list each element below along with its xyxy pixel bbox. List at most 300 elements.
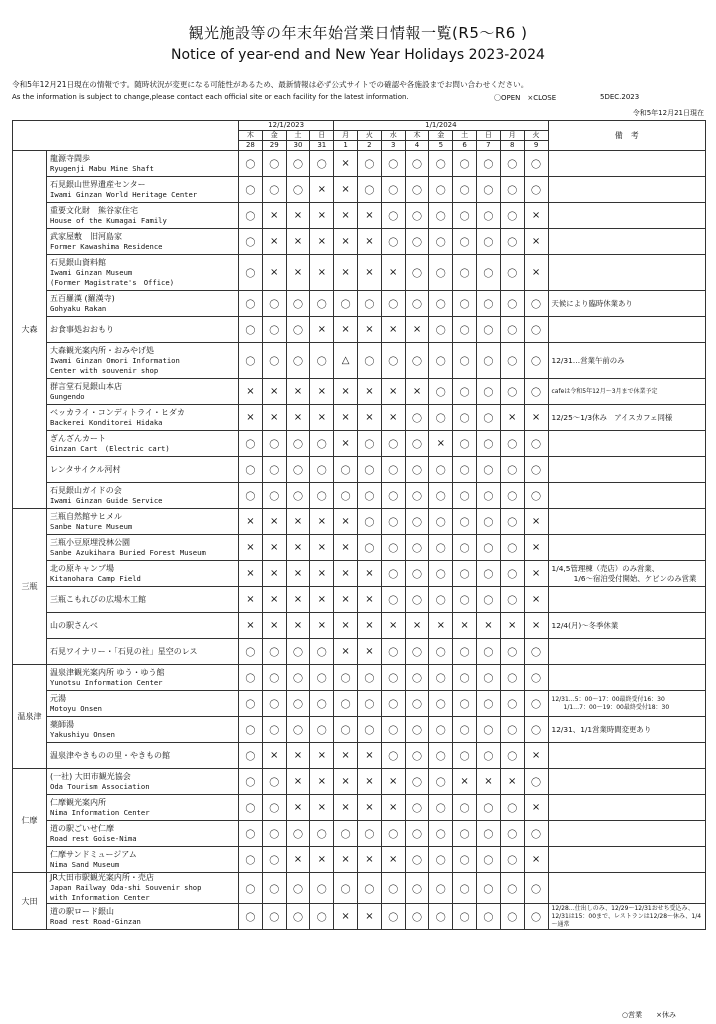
status-cell: 〇 bbox=[500, 743, 524, 769]
facility-name-ja: お食事処おおもり bbox=[50, 324, 114, 334]
status-cell: 〇 bbox=[405, 821, 429, 847]
facility-name-ja: 重要文化財 熊谷家住宅 bbox=[50, 205, 138, 215]
status-cell: 〇 bbox=[262, 639, 286, 665]
status-cell: × bbox=[381, 405, 405, 431]
status-cell: 〇 bbox=[500, 151, 524, 177]
remark-cell bbox=[548, 229, 706, 255]
status-cell: 〇 bbox=[453, 151, 477, 177]
facility-name-en: Nima Information Center bbox=[50, 807, 150, 817]
status-cell: × bbox=[334, 587, 358, 613]
status-cell: 〇 bbox=[453, 457, 477, 483]
facility-name-ja: 石見銀山ガイドの会 bbox=[50, 485, 122, 495]
status-cell: 〇 bbox=[239, 821, 263, 847]
status-cell: × bbox=[286, 535, 310, 561]
status-cell: × bbox=[239, 535, 263, 561]
facility-name-ja: 群言堂石見銀山本店 bbox=[50, 381, 122, 391]
day-cell: 8 bbox=[500, 141, 524, 151]
facility-name-ja: 道の駅ロード銀山 bbox=[50, 906, 114, 916]
status-cell: 〇 bbox=[381, 717, 405, 743]
status-cell: 〇 bbox=[429, 665, 453, 691]
status-cell: 〇 bbox=[453, 639, 477, 665]
facility-row bbox=[13, 151, 706, 177]
status-cell: 〇 bbox=[429, 379, 453, 405]
weekday-cell: 火 bbox=[358, 131, 382, 141]
status-cell: 〇 bbox=[477, 509, 501, 535]
status-cell: × bbox=[262, 255, 286, 291]
status-cell: × bbox=[453, 613, 477, 639]
header-blank bbox=[13, 121, 239, 151]
status-cell: 〇 bbox=[358, 177, 382, 203]
month-2024: 1/1/2024 bbox=[334, 121, 548, 131]
status-cell: 〇 bbox=[524, 177, 548, 203]
facility-name-en: Ryugenji Mabu Mine Shaft bbox=[50, 163, 154, 173]
status-cell: 〇 bbox=[358, 691, 382, 717]
remark-cell bbox=[548, 847, 706, 873]
day-cell: 29 bbox=[262, 141, 286, 151]
status-cell: × bbox=[524, 203, 548, 229]
status-cell: 〇 bbox=[358, 873, 382, 904]
status-cell: 〇 bbox=[239, 431, 263, 457]
status-cell: × bbox=[358, 203, 382, 229]
status-cell: 〇 bbox=[405, 691, 429, 717]
status-cell: 〇 bbox=[453, 229, 477, 255]
status-cell: 〇 bbox=[500, 203, 524, 229]
facility-name-ja: 北の原キャンプ場 bbox=[50, 563, 114, 573]
status-cell: 〇 bbox=[381, 509, 405, 535]
facility-name-cell bbox=[47, 769, 239, 795]
facility-name-cell bbox=[47, 177, 239, 203]
status-cell: 〇 bbox=[477, 483, 501, 509]
remark-cell bbox=[548, 873, 706, 904]
status-cell: 〇 bbox=[381, 203, 405, 229]
facility-row bbox=[13, 431, 706, 457]
status-cell: 〇 bbox=[262, 291, 286, 317]
status-cell: 〇 bbox=[429, 769, 453, 795]
facility-name-cell bbox=[47, 203, 239, 229]
status-cell: 〇 bbox=[453, 379, 477, 405]
area-label: 大田 bbox=[13, 873, 47, 930]
status-cell: × bbox=[429, 431, 453, 457]
facility-name-ja: 武家屋敷 旧河島家 bbox=[50, 231, 122, 241]
facility-name-cell bbox=[47, 639, 239, 665]
status-cell: × bbox=[262, 587, 286, 613]
facility-name-ja: 三瓶小豆原埋没林公園 bbox=[50, 537, 130, 547]
status-cell: 〇 bbox=[477, 639, 501, 665]
status-cell: 〇 bbox=[405, 203, 429, 229]
month-header-row bbox=[13, 121, 706, 131]
status-cell: 〇 bbox=[477, 587, 501, 613]
status-cell: 〇 bbox=[405, 561, 429, 587]
status-cell: 〇 bbox=[429, 535, 453, 561]
remark-cell: 1/4,5管理棟（売店）のみ営業、 1/6～宿泊受付開始、ケビンのみ営業 bbox=[548, 561, 706, 587]
status-cell: 〇 bbox=[262, 457, 286, 483]
status-cell: 〇 bbox=[334, 483, 358, 509]
status-cell: 〇 bbox=[453, 291, 477, 317]
facility-row bbox=[13, 457, 706, 483]
status-cell: 〇 bbox=[500, 691, 524, 717]
status-cell: × bbox=[262, 613, 286, 639]
status-cell: 〇 bbox=[358, 343, 382, 379]
weekday-cell: 金 bbox=[262, 131, 286, 141]
facility-row bbox=[13, 379, 706, 405]
status-cell: × bbox=[429, 613, 453, 639]
weekday-cell: 土 bbox=[453, 131, 477, 141]
remarks-header: 備 考 bbox=[548, 121, 706, 151]
status-cell: 〇 bbox=[500, 177, 524, 203]
status-cell: 〇 bbox=[334, 665, 358, 691]
status-cell: 〇 bbox=[405, 717, 429, 743]
status-cell: 〇 bbox=[453, 665, 477, 691]
status-cell: 〇 bbox=[310, 821, 334, 847]
status-cell: 〇 bbox=[429, 151, 453, 177]
status-cell: × bbox=[262, 743, 286, 769]
status-cell: × bbox=[500, 405, 524, 431]
status-cell: 〇 bbox=[381, 665, 405, 691]
status-cell: 〇 bbox=[500, 379, 524, 405]
status-cell: × bbox=[334, 847, 358, 873]
status-cell: 〇 bbox=[405, 873, 429, 904]
status-cell: × bbox=[239, 405, 263, 431]
status-cell: 〇 bbox=[453, 717, 477, 743]
status-cell: × bbox=[524, 795, 548, 821]
status-cell: 〇 bbox=[239, 639, 263, 665]
status-cell: 〇 bbox=[239, 904, 263, 930]
status-cell: 〇 bbox=[381, 561, 405, 587]
status-cell: × bbox=[358, 229, 382, 255]
status-cell: × bbox=[524, 587, 548, 613]
status-cell: × bbox=[286, 795, 310, 821]
facility-name-cell bbox=[47, 291, 239, 317]
status-cell: 〇 bbox=[334, 291, 358, 317]
facility-name-cell bbox=[47, 665, 239, 691]
status-cell: 〇 bbox=[310, 291, 334, 317]
status-cell: 〇 bbox=[262, 821, 286, 847]
status-cell: × bbox=[381, 317, 405, 343]
status-cell: 〇 bbox=[453, 743, 477, 769]
facility-name-cell bbox=[47, 743, 239, 769]
status-cell: 〇 bbox=[500, 587, 524, 613]
status-cell: 〇 bbox=[405, 255, 429, 291]
facility-name-en: Iwami Ginzan Guide Service bbox=[50, 495, 163, 505]
facility-row bbox=[13, 291, 706, 317]
status-cell: 〇 bbox=[477, 691, 501, 717]
status-cell: 〇 bbox=[239, 255, 263, 291]
status-cell: 〇 bbox=[262, 717, 286, 743]
status-cell: 〇 bbox=[381, 873, 405, 904]
remark-cell: 12/4(月)～冬季休業 bbox=[548, 613, 706, 639]
facility-name-cell bbox=[47, 151, 239, 177]
status-cell: × bbox=[286, 587, 310, 613]
status-cell: 〇 bbox=[310, 639, 334, 665]
status-cell: × bbox=[286, 405, 310, 431]
status-cell: 〇 bbox=[453, 847, 477, 873]
status-cell: 〇 bbox=[500, 255, 524, 291]
status-cell: 〇 bbox=[429, 717, 453, 743]
page-title-en: Notice of year-end and New Year Holidays 2023-2024 bbox=[171, 47, 545, 63]
status-cell: 〇 bbox=[262, 177, 286, 203]
day-cell: 28 bbox=[239, 141, 263, 151]
status-cell: 〇 bbox=[429, 255, 453, 291]
status-cell: 〇 bbox=[405, 665, 429, 691]
status-cell: × bbox=[405, 613, 429, 639]
facility-name-ja: 三瓶自然館サヒメル bbox=[50, 511, 122, 521]
status-cell: × bbox=[310, 177, 334, 203]
facility-row bbox=[13, 613, 706, 639]
facility-name-cell bbox=[47, 873, 239, 904]
status-cell: 〇 bbox=[453, 317, 477, 343]
status-cell: 〇 bbox=[500, 317, 524, 343]
status-cell: 〇 bbox=[381, 483, 405, 509]
facility-name-en-2: Center with souvenir shop bbox=[50, 365, 159, 375]
status-cell: 〇 bbox=[429, 873, 453, 904]
status-cell: × bbox=[310, 509, 334, 535]
facility-name-cell bbox=[47, 535, 239, 561]
status-cell: 〇 bbox=[381, 457, 405, 483]
status-cell: 〇 bbox=[286, 639, 310, 665]
status-cell: 〇 bbox=[381, 743, 405, 769]
status-cell: × bbox=[381, 847, 405, 873]
status-cell: 〇 bbox=[405, 535, 429, 561]
status-cell: × bbox=[358, 561, 382, 587]
status-cell: × bbox=[334, 795, 358, 821]
status-cell: 〇 bbox=[239, 769, 263, 795]
facility-name-cell bbox=[47, 255, 239, 291]
status-cell: 〇 bbox=[334, 873, 358, 904]
facility-name-en: Kitanohara Camp Field bbox=[50, 573, 141, 583]
facility-name-cell bbox=[47, 821, 239, 847]
status-cell: × bbox=[310, 613, 334, 639]
remark-cell bbox=[548, 317, 706, 343]
status-cell: 〇 bbox=[310, 151, 334, 177]
status-cell: 〇 bbox=[262, 691, 286, 717]
status-cell: 〇 bbox=[429, 587, 453, 613]
facility-row bbox=[13, 795, 706, 821]
status-cell: × bbox=[477, 769, 501, 795]
facility-row bbox=[13, 639, 706, 665]
status-cell: 〇 bbox=[262, 317, 286, 343]
facility-row bbox=[13, 483, 706, 509]
page-title-ja: 観光施設等の年末年始営業日情報一覧(R5～R6 ) bbox=[188, 24, 528, 42]
status-cell: × bbox=[524, 229, 548, 255]
status-cell: × bbox=[381, 255, 405, 291]
status-cell: 〇 bbox=[286, 691, 310, 717]
facility-row bbox=[13, 847, 706, 873]
status-cell: 〇 bbox=[262, 483, 286, 509]
status-cell: 〇 bbox=[239, 873, 263, 904]
status-cell: 〇 bbox=[477, 904, 501, 930]
facility-row bbox=[13, 255, 706, 291]
facility-row bbox=[13, 405, 706, 431]
status-cell: 〇 bbox=[429, 821, 453, 847]
status-cell: 〇 bbox=[239, 343, 263, 379]
status-cell: × bbox=[358, 847, 382, 873]
facility-row bbox=[13, 665, 706, 691]
facility-row bbox=[13, 343, 706, 379]
remark-cell bbox=[548, 483, 706, 509]
status-cell: × bbox=[358, 613, 382, 639]
status-cell: × bbox=[310, 317, 334, 343]
status-cell: × bbox=[310, 255, 334, 291]
facility-name-ja: JR大田市駅観光案内所・売店 bbox=[50, 873, 154, 882]
facility-row bbox=[13, 904, 706, 930]
status-cell: 〇 bbox=[453, 343, 477, 379]
facility-row bbox=[13, 317, 706, 343]
status-cell: × bbox=[239, 587, 263, 613]
status-cell: 〇 bbox=[500, 639, 524, 665]
facility-name-cell bbox=[47, 847, 239, 873]
facility-name-ja: 五百羅漢 (羅漢寺) bbox=[50, 293, 115, 303]
status-cell: × bbox=[334, 509, 358, 535]
facility-name-en: Ginzan Cart (Electric cart) bbox=[50, 443, 170, 453]
status-cell: 〇 bbox=[477, 457, 501, 483]
status-cell: 〇 bbox=[358, 151, 382, 177]
status-cell: 〇 bbox=[429, 203, 453, 229]
facility-name-cell bbox=[47, 343, 239, 379]
remark-cell bbox=[548, 769, 706, 795]
status-cell: 〇 bbox=[405, 151, 429, 177]
status-cell: 〇 bbox=[310, 343, 334, 379]
status-cell: 〇 bbox=[286, 483, 310, 509]
status-cell: 〇 bbox=[358, 483, 382, 509]
status-cell: × bbox=[381, 613, 405, 639]
status-cell: 〇 bbox=[286, 873, 310, 904]
status-cell: 〇 bbox=[310, 904, 334, 930]
status-cell: 〇 bbox=[429, 904, 453, 930]
remark-cell: 12/31…営業午前のみ bbox=[548, 343, 706, 379]
status-cell: 〇 bbox=[286, 317, 310, 343]
status-cell: 〇 bbox=[358, 291, 382, 317]
facility-name-ja: 仁摩観光案内所 bbox=[50, 797, 106, 807]
facility-row bbox=[13, 821, 706, 847]
day-cell: 7 bbox=[477, 141, 501, 151]
status-cell: 〇 bbox=[429, 405, 453, 431]
facility-name-ja: 龍源寺間歩 bbox=[50, 153, 90, 163]
facility-name-ja: 大森観光案内所・おみやげ処 bbox=[50, 345, 154, 355]
day-cell: 4 bbox=[405, 141, 429, 151]
status-cell: 〇 bbox=[477, 431, 501, 457]
remark-cell bbox=[548, 587, 706, 613]
facility-name-ja: 薬師湯 bbox=[50, 719, 74, 729]
schedule-table bbox=[12, 120, 706, 930]
area-label: 仁摩 bbox=[13, 769, 47, 873]
status-cell: 〇 bbox=[429, 743, 453, 769]
status-cell: 〇 bbox=[381, 291, 405, 317]
status-cell: × bbox=[405, 317, 429, 343]
weekday-cell: 日 bbox=[477, 131, 501, 141]
facility-name-cell bbox=[47, 457, 239, 483]
facility-row bbox=[13, 769, 706, 795]
status-cell: × bbox=[524, 255, 548, 291]
status-cell: 〇 bbox=[453, 561, 477, 587]
status-cell: × bbox=[310, 379, 334, 405]
status-cell: × bbox=[262, 405, 286, 431]
status-cell: 〇 bbox=[286, 291, 310, 317]
status-cell: 〇 bbox=[405, 229, 429, 255]
status-cell: × bbox=[334, 639, 358, 665]
status-cell: 〇 bbox=[381, 431, 405, 457]
remark-cell bbox=[548, 535, 706, 561]
status-cell: × bbox=[262, 203, 286, 229]
status-cell: 〇 bbox=[381, 229, 405, 255]
status-cell: 〇 bbox=[453, 203, 477, 229]
status-cell: 〇 bbox=[358, 665, 382, 691]
status-cell: 〇 bbox=[405, 177, 429, 203]
status-cell: 〇 bbox=[405, 291, 429, 317]
status-cell: 〇 bbox=[500, 509, 524, 535]
status-cell: 〇 bbox=[262, 431, 286, 457]
status-cell: 〇 bbox=[262, 343, 286, 379]
status-cell: 〇 bbox=[405, 904, 429, 930]
weekday-cell: 水 bbox=[381, 131, 405, 141]
facility-name-ja: 石見銀山世界遺産センター bbox=[50, 179, 146, 189]
status-cell: × bbox=[262, 229, 286, 255]
status-cell: 〇 bbox=[381, 343, 405, 379]
status-cell: 〇 bbox=[310, 717, 334, 743]
status-cell: × bbox=[524, 561, 548, 587]
status-cell: 〇 bbox=[500, 821, 524, 847]
status-cell: × bbox=[500, 613, 524, 639]
status-cell: 〇 bbox=[429, 457, 453, 483]
status-cell: 〇 bbox=[524, 873, 548, 904]
remark-cell bbox=[548, 255, 706, 291]
status-cell: × bbox=[334, 203, 358, 229]
facility-name-ja: 山の駅さんべ bbox=[50, 620, 98, 630]
facility-name-cell bbox=[47, 904, 239, 930]
facility-name-ja: 石見銀山資料館 bbox=[50, 257, 106, 267]
facility-name-en: Gohyaku Rakan bbox=[50, 303, 107, 313]
status-cell: × bbox=[381, 379, 405, 405]
status-cell: 〇 bbox=[429, 177, 453, 203]
status-cell: × bbox=[239, 509, 263, 535]
status-cell: 〇 bbox=[405, 769, 429, 795]
facility-name-en: Yakushiyu Onsen bbox=[50, 729, 115, 739]
facility-name-cell bbox=[47, 587, 239, 613]
status-cell: × bbox=[286, 229, 310, 255]
status-cell: 〇 bbox=[477, 177, 501, 203]
open-close-legend: 〇OPEN ×CLOSE bbox=[494, 94, 557, 102]
status-cell: × bbox=[358, 743, 382, 769]
facility-name-ja: 石見ワイナリー・「石見の社」星空のレス bbox=[50, 646, 198, 656]
status-cell: 〇 bbox=[477, 873, 501, 904]
status-cell: 〇 bbox=[405, 587, 429, 613]
status-cell: × bbox=[286, 613, 310, 639]
facility-name-en: Iwami Ginzan Museum bbox=[50, 267, 133, 277]
status-cell: 〇 bbox=[477, 743, 501, 769]
weekday-cell: 木 bbox=[405, 131, 429, 141]
status-cell: 〇 bbox=[358, 431, 382, 457]
status-cell: 〇 bbox=[239, 291, 263, 317]
status-cell: 〇 bbox=[358, 821, 382, 847]
status-cell: × bbox=[310, 795, 334, 821]
facility-name-ja: レンタサイクル河村 bbox=[50, 464, 121, 474]
status-cell: △ bbox=[334, 343, 358, 379]
remark-cell bbox=[548, 509, 706, 535]
status-cell: × bbox=[524, 743, 548, 769]
status-cell: 〇 bbox=[477, 379, 501, 405]
status-cell: 〇 bbox=[500, 343, 524, 379]
facility-name-en: Road rest Goise-Nima bbox=[50, 833, 137, 843]
status-cell: 〇 bbox=[381, 535, 405, 561]
status-cell: × bbox=[262, 535, 286, 561]
status-cell: 〇 bbox=[453, 795, 477, 821]
status-cell: 〇 bbox=[239, 691, 263, 717]
footer-legend: ○営業 ×休み bbox=[622, 1011, 676, 1019]
status-cell: 〇 bbox=[477, 203, 501, 229]
status-cell: × bbox=[310, 561, 334, 587]
status-cell: 〇 bbox=[239, 457, 263, 483]
status-cell: 〇 bbox=[477, 405, 501, 431]
status-cell: 〇 bbox=[358, 535, 382, 561]
